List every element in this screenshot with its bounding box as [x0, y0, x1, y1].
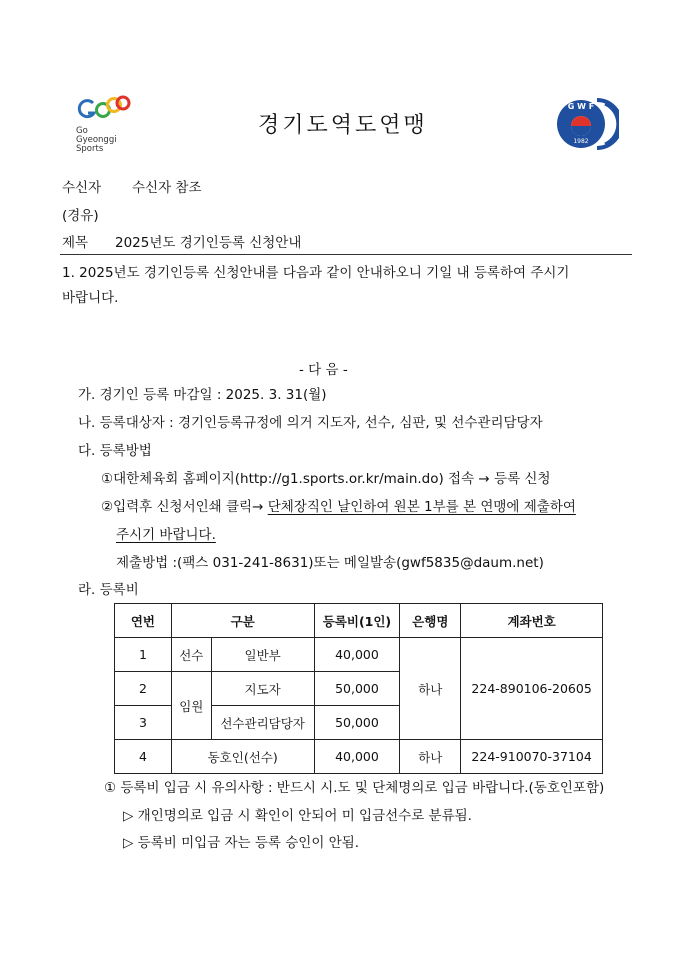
row-account: 224-910070-37104: [461, 740, 603, 774]
row-bank: 하나: [400, 638, 461, 740]
header-no: 연번: [115, 604, 172, 638]
row-no: 1: [115, 638, 172, 672]
row-account: 224-890106-20605: [461, 638, 603, 740]
header-category: 구분: [171, 604, 314, 638]
note-1: ① 등록비 입금 시 유의사항 : 반드시 시.도 및 단체명의로 입금 바랍니다.(동호인포함): [104, 780, 605, 796]
via-line: (경유): [62, 208, 99, 224]
row-fee: 50,000: [314, 672, 400, 706]
row-no: 3: [115, 706, 172, 740]
step-2: [101, 498, 576, 516]
step-2-line2: 주시기 바랍니다.: [116, 527, 216, 543]
logo-line-go: Go: [76, 126, 88, 136]
recipient-value: 수신자 참조: [132, 180, 202, 196]
note-2: ▷ 개인명의로 입금 시 확인이 안되어 미 입금선수로 분류됨.: [123, 808, 472, 824]
logo-line-gyeonggi: Gyeonggi: [76, 135, 117, 145]
row-no: 2: [115, 672, 172, 706]
gwf-year: 1982: [573, 138, 589, 145]
fee-table: [114, 603, 603, 774]
step-1: ①대한체육회 홈페이지(http://g1.sports.or.kr/main.do) 접속 → 등록 신청: [101, 471, 551, 487]
da-eum-heading: - 다 음 -: [299, 362, 348, 378]
row-type: 지도자: [211, 672, 314, 706]
para1-line2: 바랍니다.: [62, 290, 119, 306]
logo-line-sports: Sports: [76, 144, 104, 154]
header-bank: 은행명: [400, 604, 461, 638]
subject-divider: [60, 254, 632, 255]
row-group: 임원: [171, 672, 211, 740]
item-na: 나. 등록대상자 : 경기인등록규정에 의거 지도자, 선수, 심판, 및 선수관리담당자: [78, 415, 543, 431]
row-type: 동호인(선수): [171, 740, 314, 774]
step-2-underlined: 단체장직인 날인하여 원본 1부를 본 연맹에 제출하여: [267, 499, 576, 515]
row-fee: 40,000: [314, 740, 400, 774]
row-no: 4: [115, 740, 172, 774]
table-row: [115, 638, 603, 672]
row-type: 선수관리담당자: [211, 706, 314, 740]
rings-icon: [76, 95, 132, 123]
row-fee: 50,000: [314, 706, 400, 740]
org-title: 경기도역도연맹: [258, 113, 428, 138]
header-account: 계좌번호: [461, 604, 603, 638]
gwf-emblem-logo: [553, 96, 619, 152]
subject-value: 2025년도 경기인등록 신청안내: [115, 235, 302, 251]
item-ra: 라. 등록비: [78, 582, 139, 598]
go-gyeonggi-sports-logo: [76, 95, 136, 155]
row-fee: 40,000: [314, 638, 400, 672]
row-type: 일반부: [211, 638, 314, 672]
recipient-label: 수신자: [62, 180, 102, 196]
subject-label: 제목: [62, 235, 89, 251]
submit-method: 제출방법 :(팩스 031-241-8631)또는 메일발송(gwf5835@daum.net): [116, 555, 544, 571]
note-3: ▷ 등록비 미입금 자는 등록 승인이 안됨.: [123, 835, 360, 851]
item-da: 다. 등록방법: [78, 443, 152, 459]
row-group: 선수: [171, 638, 211, 672]
table-row: [115, 740, 603, 774]
row-bank: 하나: [400, 740, 461, 774]
header-fee: 등록비(1인): [314, 604, 400, 638]
table-header-row: [115, 604, 603, 638]
gwf-letters: G W F: [567, 102, 595, 111]
para1-line1: 1. 2025년도 경기인등록 신청안내를 다음과 같이 안내하오니 기일 내 등록하여 주시기: [62, 265, 570, 281]
item-ga: 가. 경기인 등록 마감일 : 2025. 3. 31(월): [78, 387, 327, 403]
step-2-prefix: ②입력후 신청서인쇄 클릭→: [101, 499, 268, 515]
